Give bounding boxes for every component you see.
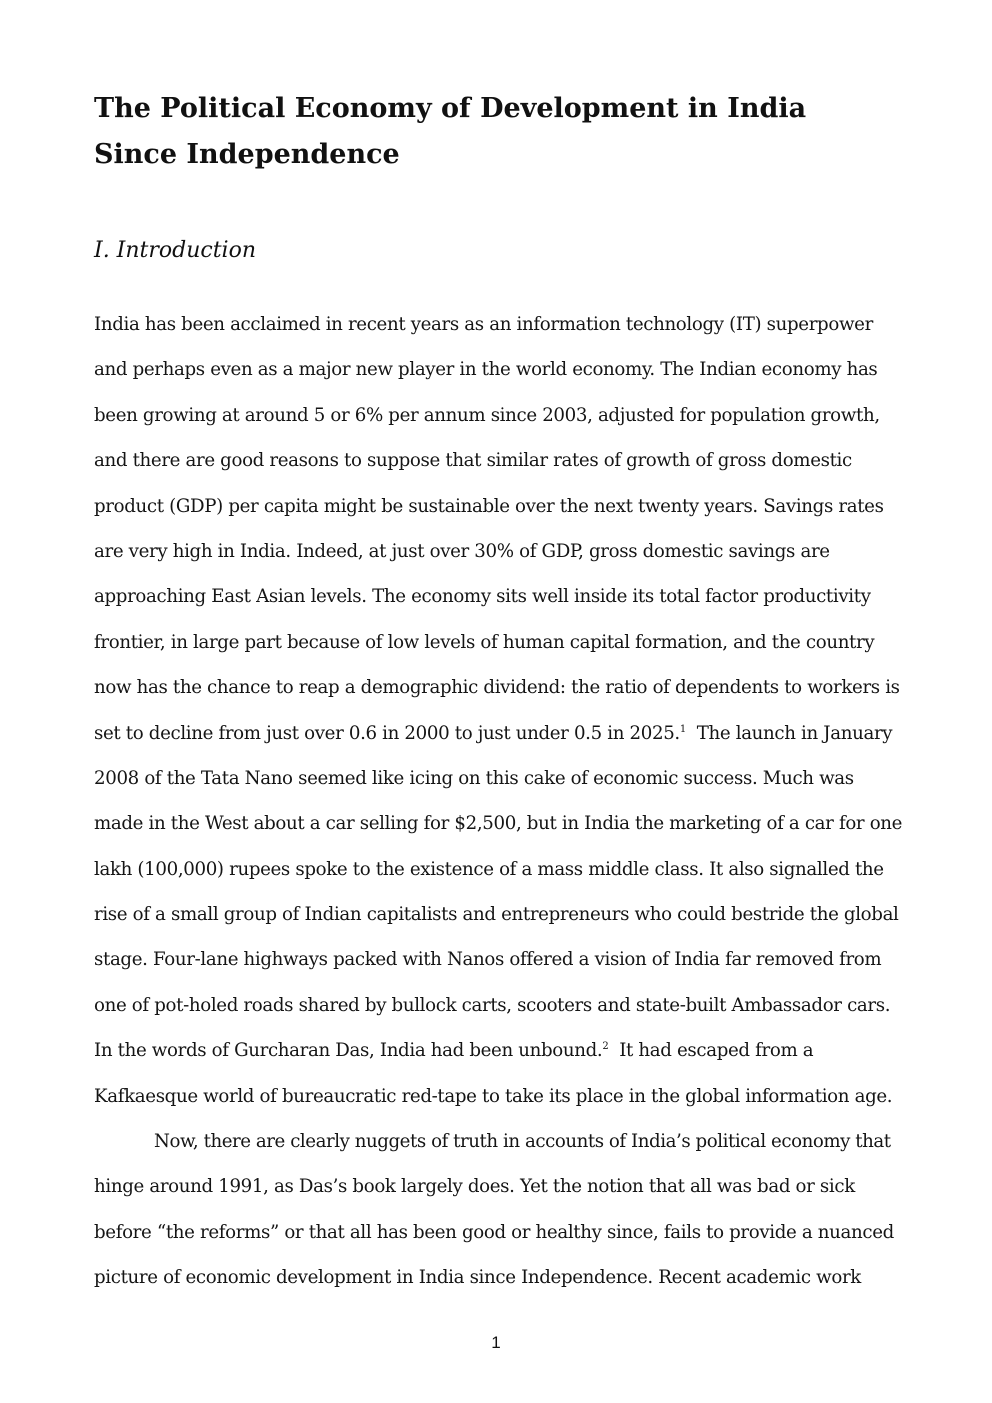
- text-line: [94, 529, 894, 574]
- text-line: [94, 438, 894, 483]
- text-line-content: and perhaps even as a major new player in the world economy. The Indian economy has: [94, 359, 878, 381]
- text-line-content: set to decline from just over 0.6 in 2000 to just under 0.5 in 2025.: [94, 722, 680, 744]
- text-line-content: approaching East Asian levels. The economy sits well inside its total factor productivity: [94, 586, 871, 608]
- footnote-marker[interactable]: 1: [679, 723, 686, 735]
- text-line: [94, 847, 894, 892]
- text-line: [94, 756, 894, 801]
- text-line-content: now has the chance to reap a demographic dividend: the ratio of dependents to workers is: [94, 677, 900, 699]
- text-line: [94, 1028, 894, 1073]
- page-number: 1: [491, 1333, 501, 1352]
- text-line: [94, 393, 894, 438]
- text-line-content: stage. Four-lane highways packed with Nanos offered a vision of India far removed from: [94, 949, 882, 971]
- text-line: [94, 892, 899, 937]
- text-line-content: picture of economic development in India since Independence. Recent academic work: [94, 1267, 861, 1289]
- text-line: [94, 1210, 894, 1255]
- text-line-content: and there are good reasons to suppose that similar rates of growth of gross domestic: [94, 450, 852, 472]
- text-line-content: been growing at around 5 or 6% per annum since 2003, adjusted for population growth,: [94, 404, 880, 426]
- text-line-content: India has been acclaimed in recent years as an information technology (IT) superpower: [94, 314, 873, 335]
- text-line: [94, 711, 894, 756]
- text-line: [94, 620, 894, 665]
- text-line: [94, 347, 894, 392]
- text-line: [94, 1074, 894, 1119]
- section-heading: I. Introduction: [94, 238, 257, 263]
- text-line-content: product (GDP) per capita might be sustainable over the next twenty years. Savings rates: [94, 495, 884, 517]
- text-line-content: 2008 of the Tata Nano seemed like icing on this cake of economic success. Much was: [94, 767, 854, 789]
- text-line-content: Kafkaesque world of bureaucratic red-tape to take its place in the global information age.: [94, 1085, 893, 1107]
- text-line-continuation: It had escaped from a: [608, 1040, 814, 1062]
- text-line-content: hinge around 1991, as Das’s book largely does. Yet the notion that all was bad or sick: [94, 1176, 855, 1198]
- text-line-content: before “the reforms” or that all has been good or healthy since, fails to provide a nuanced: [94, 1221, 894, 1243]
- text-line: [94, 665, 900, 710]
- body-text: [94, 302, 903, 1301]
- document-title: The Political Economy of Development in India Since Independence: [94, 93, 807, 170]
- text-line-continuation: The launch in January: [685, 722, 893, 744]
- text-line: [94, 937, 894, 982]
- text-line: [94, 302, 894, 347]
- text-line: [94, 1119, 894, 1164]
- text-line: [94, 801, 903, 846]
- text-line-content: rise of a small group of Indian capitalists and entrepreneurs who could bestride the global: [94, 904, 899, 926]
- text-line: [94, 574, 894, 619]
- text-line: [94, 983, 894, 1028]
- text-line: [94, 484, 894, 529]
- text-line-content: In the words of Gurcharan Das, India had been unbound.: [94, 1040, 603, 1062]
- text-line-content: made in the West about a car selling for $2,500, but in India the marketing of a car for one: [94, 813, 903, 835]
- text-line-content: are very high in India. Indeed, at just over 30% of GDP, gross domestic savings are: [94, 540, 830, 562]
- text-line-content: one of pot-holed roads shared by bullock carts, scooters and state-built Ambassador cars.: [94, 994, 891, 1016]
- text-line-content: lakh (100,000) rupees spoke to the existence of a mass middle class. It also signalled the: [94, 858, 884, 880]
- text-line: [94, 1164, 894, 1209]
- text-line-content: Now, there are clearly nuggets of truth in accounts of India’s political economy that: [154, 1131, 891, 1153]
- footnote-marker[interactable]: 2: [602, 1041, 609, 1053]
- text-line: [94, 1255, 894, 1300]
- text-line-content: frontier, in large part because of low levels of human capital formation, and the country: [94, 631, 875, 653]
